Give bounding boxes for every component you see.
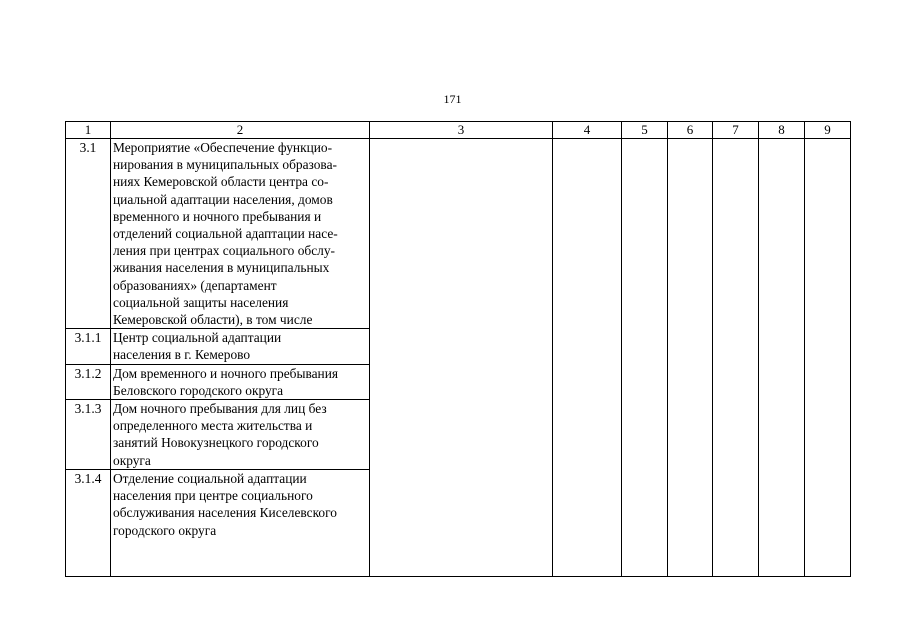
row-number: 3.1 <box>66 139 111 329</box>
column-header: 3 <box>370 122 553 139</box>
column-9-cell <box>805 139 851 577</box>
column-header: 6 <box>668 122 713 139</box>
column-header: 4 <box>553 122 622 139</box>
program-table <box>65 121 851 577</box>
row-description: Дом временного и ночного пребывания Беловского городского округа <box>111 364 370 399</box>
row-description: Мероприятие «Обеспечение функцио- нирования в муниципальных образова- ниях Кемеровской области центра со- циальной адаптации населения, домов временного и ночного пребывания и отделений социальной адаптации насе- ления при центрах социального обслу- живания населения в муниципальных образованиях» (департамент социальной защиты населения Кемеровской области), в том числе <box>111 139 370 329</box>
column-4-cell <box>553 139 622 577</box>
row-description: Дом ночного пребывания для лиц без определенного места жительства и занятий Новокузнецкого городского округа <box>111 400 370 470</box>
table-row <box>66 139 851 329</box>
column-3-cell <box>370 139 553 577</box>
row-description: Центр социальной адаптации населения в г. Кемерово <box>111 329 370 364</box>
column-header: 1 <box>66 122 111 139</box>
column-7-cell <box>713 139 759 577</box>
column-number-row <box>66 122 851 139</box>
column-header: 7 <box>713 122 759 139</box>
column-header: 9 <box>805 122 851 139</box>
page-number: 171 <box>443 92 462 106</box>
row-number: 3.1.1 <box>66 329 111 364</box>
column-header: 5 <box>622 122 668 139</box>
row-number: 3.1.3 <box>66 400 111 470</box>
column-header: 2 <box>111 122 370 139</box>
column-6-cell <box>668 139 713 577</box>
row-number: 3.1.2 <box>66 364 111 399</box>
row-description: Отделение социальной адаптации населения при центре социального обслуживания населения Киселевского городского округа <box>111 470 370 577</box>
column-8-cell <box>759 139 805 577</box>
column-5-cell <box>622 139 668 577</box>
column-header: 8 <box>759 122 805 139</box>
row-number: 3.1.4 <box>66 470 111 577</box>
